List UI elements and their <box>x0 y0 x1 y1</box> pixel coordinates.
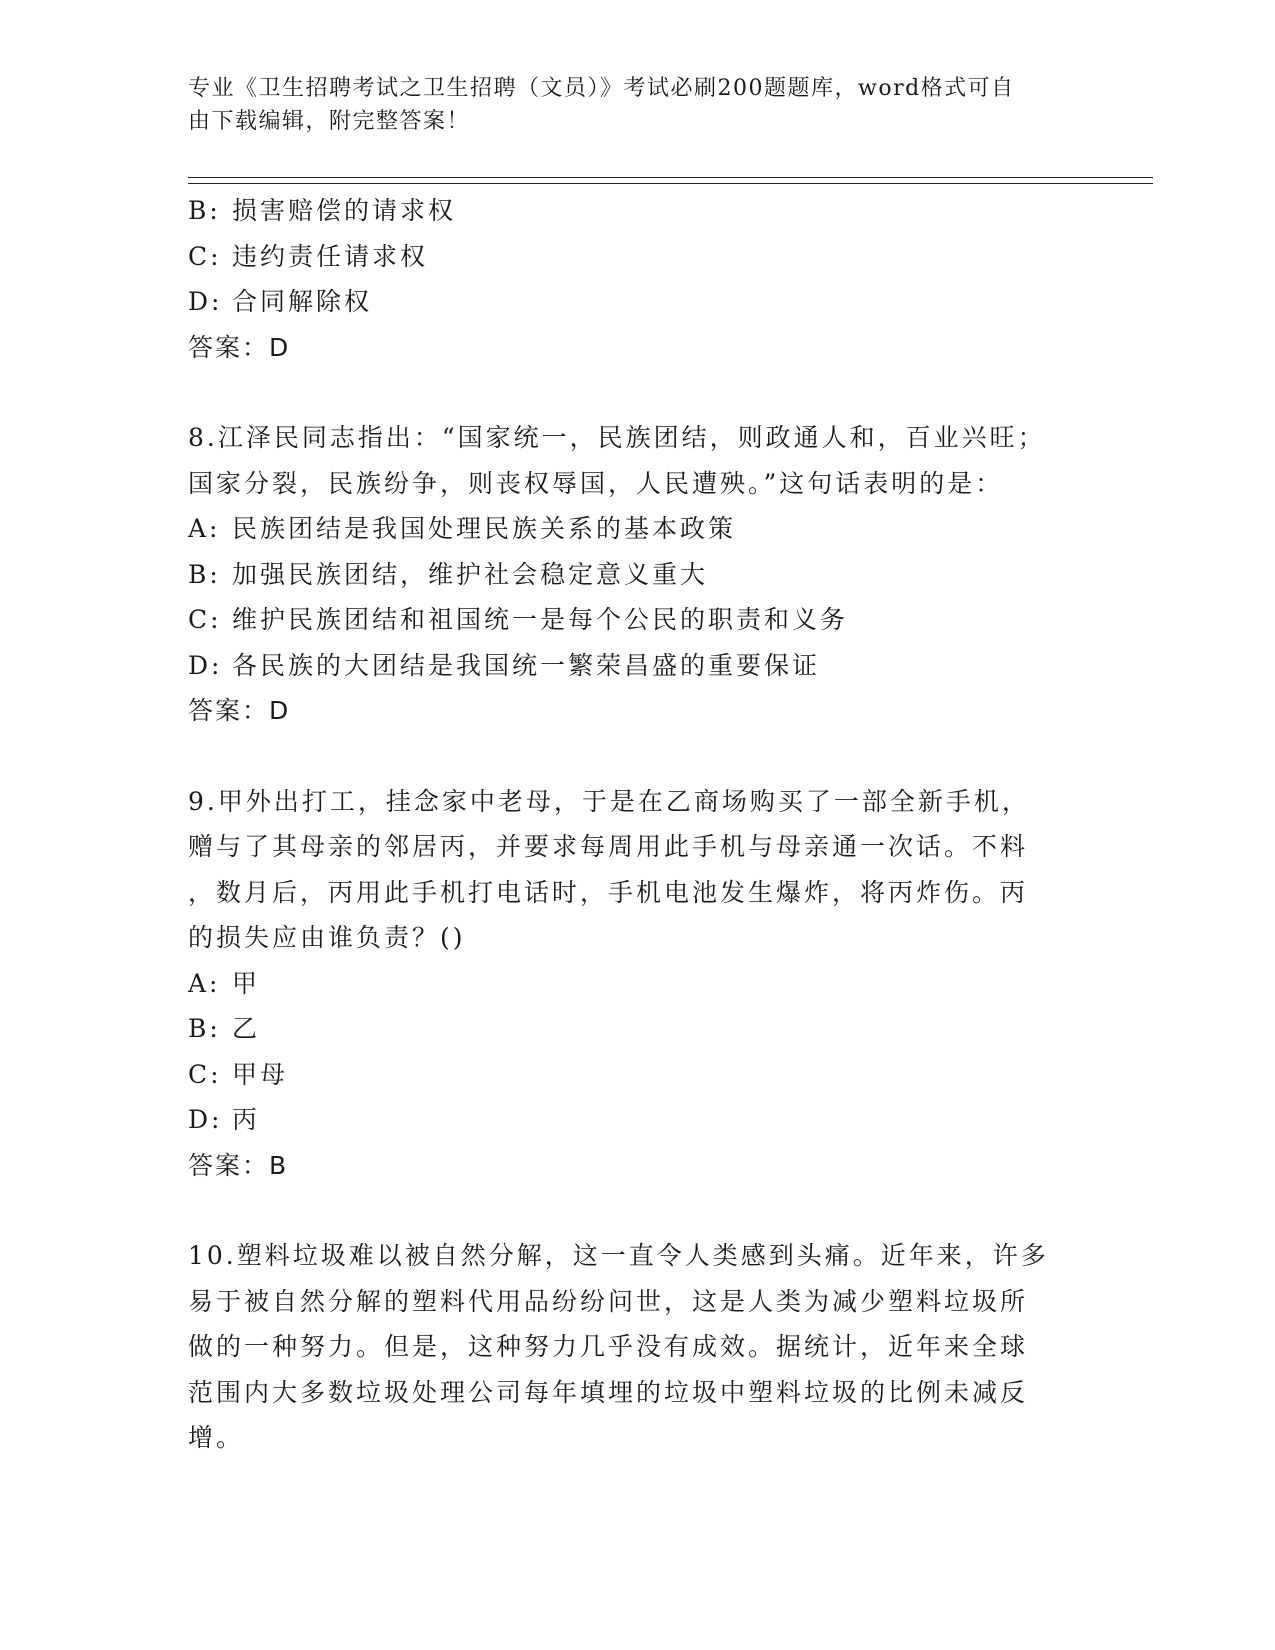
question-stem-line: 范围内大多数垃圾处理公司每年填埋的垃圾中塑料垃圾的比例未减反 <box>188 1377 1029 1407</box>
answer-line <box>188 1143 1088 1189</box>
question-stem-line: 增。 <box>188 1423 245 1452</box>
option-b <box>188 1006 1088 1052</box>
option-label: C: <box>188 605 222 634</box>
page-header <box>188 72 1068 138</box>
question-stem-line: 的损失应由谁负责？() <box>188 923 466 952</box>
question-7-tail <box>188 188 1088 370</box>
option-label: C: <box>188 1059 222 1089</box>
option-text: 丙 <box>232 1105 261 1134</box>
option-label: A: <box>188 514 221 543</box>
question-stem-line: 赠与了其母亲的邻居丙，并要求每周用此手机与母亲通一次话。不料 <box>188 832 1029 861</box>
answer-value: D <box>269 696 291 725</box>
option-label: A: <box>188 968 221 998</box>
option-text: 损害赔偿的请求权 <box>232 196 457 225</box>
option-text: 合同解除权 <box>232 287 373 316</box>
question-stem-line: 易于被自然分解的塑料代用品纷纷问世，这是人类为减少塑料垃圾所 <box>188 1286 1029 1316</box>
option-label: C: <box>188 241 222 271</box>
answer-label: 答案： <box>188 1150 270 1180</box>
answer-label: 答案： <box>188 332 270 362</box>
option-text: 维护民族团结和祖国统一是每个公民的职责和义务 <box>232 605 849 634</box>
option-b <box>188 188 1088 234</box>
option-label: B: <box>188 196 221 225</box>
option-c <box>188 234 1088 280</box>
question-10 <box>188 1233 1088 1461</box>
option-d <box>188 279 1088 325</box>
option-text: 乙 <box>232 1014 261 1043</box>
option-a <box>188 961 1088 1007</box>
option-label: B: <box>188 559 221 589</box>
question-8 <box>188 415 1088 734</box>
answer-line <box>188 325 1088 371</box>
question-stem-line: 国家分裂，民族纷争，则丧权辱国，人民遭殃。”这句话表明的是： <box>188 468 1004 498</box>
option-text: 违约责任请求权 <box>232 241 429 271</box>
answer-value: B <box>269 1150 289 1180</box>
answer-label: 答案： <box>188 696 270 725</box>
header-line-1: 专业《卫生招聘考试之卫生招聘（文员）》考试必刷200题题库，word格式可自 <box>188 76 1015 101</box>
option-d <box>188 643 1088 689</box>
option-d <box>188 1097 1088 1143</box>
option-c <box>188 1052 1088 1098</box>
header-divider-bottom <box>188 183 1153 184</box>
question-stem-line: 做的一种努力。但是，这种努力几乎没有成效。据统计，近年来全球 <box>188 1332 1029 1361</box>
question-stem-line: 10.塑料垃圾难以被自然分解，这一直令人类感到头痛。近年来，许多 <box>188 1241 1049 1270</box>
option-label: B: <box>188 1014 221 1043</box>
option-c <box>188 597 1088 643</box>
answer-line <box>188 688 1088 734</box>
question-list <box>188 188 1088 1461</box>
header-line-2: 由下载编辑，附完整答案！ <box>188 109 471 134</box>
option-label: D: <box>188 1105 223 1134</box>
option-a <box>188 506 1088 552</box>
question-stem-line: 9.甲外出打工，挂念家中老母，于是在乙商场购买了一部全新手机， <box>188 786 1030 816</box>
option-label: D: <box>188 650 223 680</box>
option-label: D: <box>188 287 223 316</box>
question-9 <box>188 779 1088 1189</box>
header-divider-top <box>188 177 1153 178</box>
option-b <box>188 552 1088 598</box>
option-text: 甲母 <box>232 1059 289 1089</box>
answer-value: D <box>269 332 291 362</box>
question-stem-line: 8.江泽民同志指出：“国家统一，民族团结，则政通人和，百业兴旺； <box>188 423 1046 452</box>
question-stem-line: ，数月后，丙用此手机打电话时，手机电池发生爆炸，将丙炸伤。丙 <box>188 877 1029 907</box>
option-text: 民族团结是我国处理民族关系的基本政策 <box>232 514 737 543</box>
option-text: 加强民族团结，维护社会稳定意义重大 <box>232 559 709 589</box>
option-text: 各民族的大团结是我国统一繁荣昌盛的重要保证 <box>232 650 821 680</box>
option-text: 甲 <box>232 968 261 998</box>
